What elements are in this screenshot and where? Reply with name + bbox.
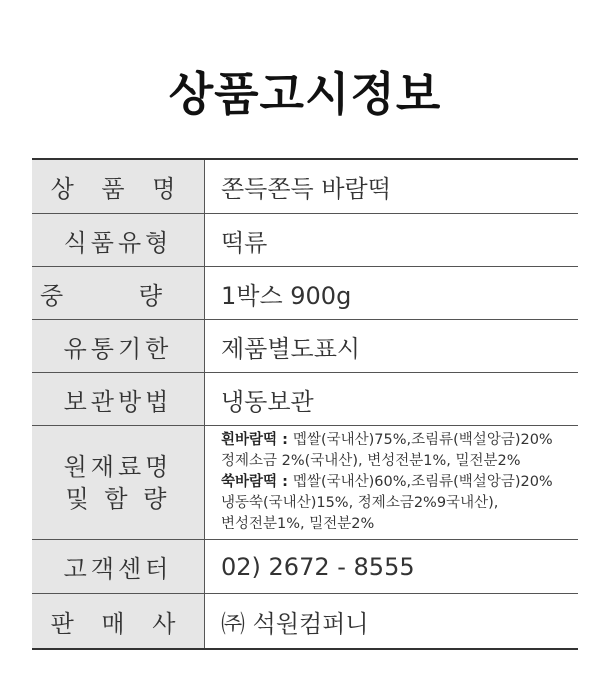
value-weight: 1박스 900g [221,281,352,310]
row-customer-center [32,540,578,594]
ingredient-name: 쑥바람떡 : [221,474,293,490]
ingredient-text: 냉동쑥(국내산)15%, 정제소금2%9국내산), [221,495,499,511]
ingredient-text: 변성전분1%, 밀전분2% [221,516,375,532]
row-seller [32,594,578,648]
ingredient-text: 정제소금 2%(국내산), 변성전분1%, 밀전분2% [221,453,521,469]
value-customer-center: 02) 2672 - 8555 [221,552,415,581]
value-storage: 냉동보관 [221,387,314,416]
label-ingredients [32,426,205,539]
label-seller: 판 매 사 [32,594,205,648]
ingredient-line [221,451,520,472]
row-storage [32,373,578,426]
row-ingredients [32,426,578,540]
page-title: 상품고시정보 [168,67,442,121]
value-expiration: 제품별도표시 [221,334,361,363]
row-food-type [32,214,578,267]
value-seller: ㈜ 석원컴퍼니 [221,609,369,638]
ingredient-line [221,514,374,535]
label-storage: 보관방법 [32,373,205,425]
label-product-name: 상 품 명 [32,160,205,213]
product-info-table [32,158,578,650]
value-food-type: 떡류 [221,228,268,257]
row-weight [32,267,578,320]
label-weight: 중 량 [32,267,205,319]
label-ingredients-line1: 원재료명 [63,452,173,481]
label-customer-center: 고객센터 [32,540,205,593]
row-expiration [32,320,578,373]
ingredient-text: 멥쌀(국내산)60%,조림류(백설앙금)20% [292,474,553,490]
ingredient-line [221,430,553,451]
label-ingredients-line2: 및 함 량 [65,484,171,513]
ingredient-name: 흰바람떡 : [221,432,293,448]
value-product-name: 쫀득쫀득 바람떡 [221,175,391,203]
ingredient-line [221,493,498,514]
label-food-type: 식품유형 [32,214,205,266]
label-expiration: 유통기한 [32,320,205,372]
value-ingredients [205,426,578,539]
ingredient-line [221,472,553,493]
ingredient-text: 멥쌀(국내산)75%,조림류(백설앙금)20% [292,432,553,448]
row-product-name [32,160,578,214]
